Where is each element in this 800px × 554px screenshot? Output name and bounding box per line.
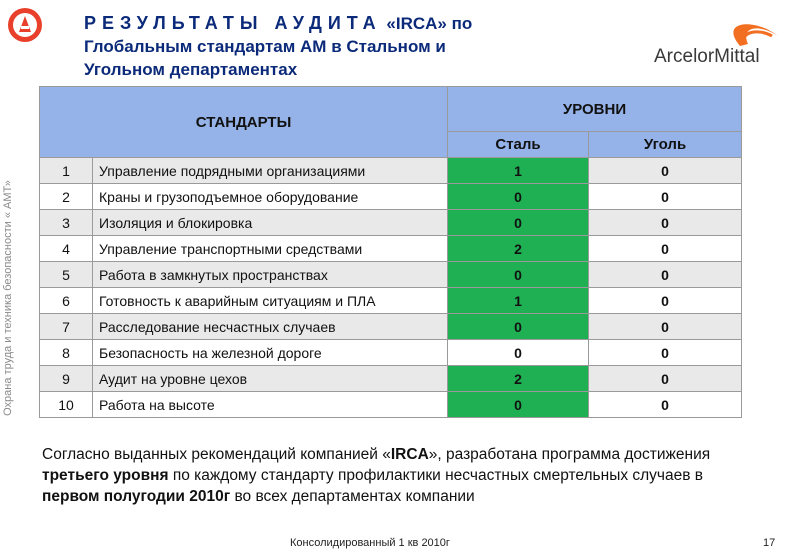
row-number: 5 <box>40 262 93 288</box>
row-number: 6 <box>40 288 93 314</box>
footer-text: Консолидированный 1 кв 2010г <box>290 537 450 549</box>
standard-name: Безопасность на железной дороге <box>93 340 448 366</box>
note-text-1: Согласно выданных рекомендаций компанией « <box>42 446 391 463</box>
steel-level: 0 <box>448 184 589 210</box>
table-row <box>40 262 742 288</box>
table-row <box>40 158 742 184</box>
standard-name: Управление транспортными средствами <box>93 236 448 262</box>
row-number: 7 <box>40 314 93 340</box>
audit-table <box>39 86 742 418</box>
table-row <box>40 392 742 418</box>
note-text-2: », разработана программа достижения <box>428 446 711 463</box>
page-title <box>84 12 554 81</box>
steel-level: 0 <box>448 340 589 366</box>
coal-level: 0 <box>589 340 742 366</box>
row-number: 8 <box>40 340 93 366</box>
coal-level: 0 <box>589 288 742 314</box>
row-number: 10 <box>40 392 93 418</box>
side-caption: Охрана труда и техника безопасности « АМТ» <box>2 180 14 416</box>
table-row <box>40 288 742 314</box>
row-number: 2 <box>40 184 93 210</box>
coal-level: 0 <box>589 262 742 288</box>
row-number: 9 <box>40 366 93 392</box>
title-spaced: РЕЗУЛЬТАТЫ АУДИТА <box>84 13 382 33</box>
row-number: 4 <box>40 236 93 262</box>
title-line3: Угольном департаментах <box>84 60 298 79</box>
coal-level: 0 <box>589 392 742 418</box>
standard-name: Работа на высоте <box>93 392 448 418</box>
steel-level: 2 <box>448 366 589 392</box>
row-number: 3 <box>40 210 93 236</box>
coal-level: 0 <box>589 158 742 184</box>
standard-name: Управление подрядными организациями <box>93 158 448 184</box>
header-coal: Уголь <box>589 132 742 158</box>
logo-text: ArcelorMittal <box>654 46 760 67</box>
note-bold-irca: IRCA <box>390 446 429 463</box>
standard-name: Аудит на уровне цехов <box>93 366 448 392</box>
note-bold-period: первом полугодии 2010г <box>42 488 231 505</box>
table-row <box>40 366 742 392</box>
header-levels: УРОВНИ <box>448 87 742 132</box>
table-row <box>40 184 742 210</box>
title-line2: Глобальным стандартам АМ в Стальном и <box>84 37 446 56</box>
coal-level: 0 <box>589 210 742 236</box>
standard-name: Изоляция и блокировка <box>93 210 448 236</box>
note-text-4: во всех департаментах компании <box>230 488 475 505</box>
note-bold-level: третьего уровня <box>42 467 169 484</box>
steel-level: 0 <box>448 314 589 340</box>
note-text-3: по каждому стандарту профилактики несчастных смертельных случаев в <box>168 467 704 484</box>
standard-name: Готовность к аварийным ситуациям и ПЛА <box>93 288 448 314</box>
standard-name: Работа в замкнутых пространствах <box>93 262 448 288</box>
standard-name: Краны и грузоподъемное оборудование <box>93 184 448 210</box>
program-note <box>42 444 742 507</box>
table-row <box>40 340 742 366</box>
steel-level: 0 <box>448 262 589 288</box>
steel-level: 0 <box>448 210 589 236</box>
steel-level: 1 <box>448 158 589 184</box>
table-row <box>40 210 742 236</box>
header-steel: Сталь <box>448 132 589 158</box>
table-row <box>40 236 742 262</box>
title-org: «IRCA» по <box>381 14 473 33</box>
row-number: 1 <box>40 158 93 184</box>
table-row <box>40 314 742 340</box>
coal-level: 0 <box>589 236 742 262</box>
company-emblem-icon <box>6 6 44 44</box>
header-standards: СТАНДАРТЫ <box>40 87 448 158</box>
steel-level: 0 <box>448 392 589 418</box>
steel-level: 1 <box>448 288 589 314</box>
coal-level: 0 <box>589 366 742 392</box>
coal-level: 0 <box>589 314 742 340</box>
coal-level: 0 <box>589 184 742 210</box>
page-number: 17 <box>763 537 776 549</box>
steel-level: 2 <box>448 236 589 262</box>
standard-name: Расследование несчастных случаев <box>93 314 448 340</box>
